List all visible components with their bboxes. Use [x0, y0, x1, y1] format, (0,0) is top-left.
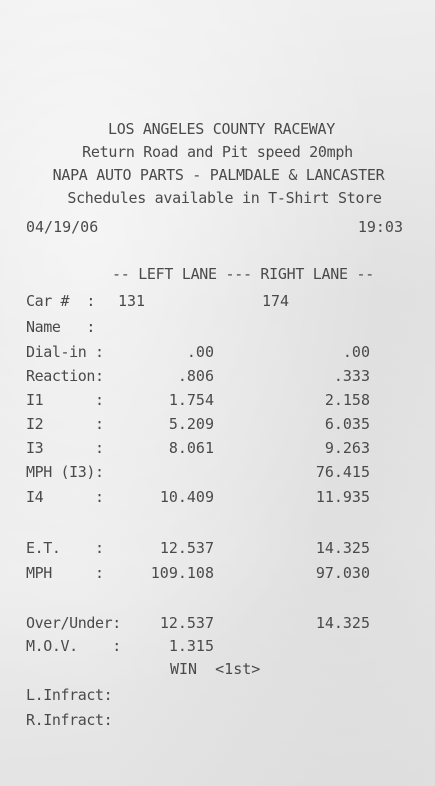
car-number-row [26, 292, 426, 314]
dial-in-row [26, 343, 426, 365]
row-label: Reaction: [26, 367, 104, 385]
name-row [26, 318, 426, 340]
race-time: 19:03 [357, 218, 403, 236]
race-date: 04/19/06 [26, 218, 99, 236]
row-label: Over/Under: [26, 614, 121, 632]
date-time-line [26, 218, 403, 242]
track-notice: Return Road and Pit speed 20mph [82, 143, 353, 161]
left-value: 10.409 [159, 488, 214, 506]
i3-row [26, 439, 426, 461]
sponsor-line: NAPA AUTO PARTS - PALMDALE & LANCASTER [52, 166, 385, 184]
row-label: R.Infract: [26, 711, 113, 729]
i4-row [26, 488, 426, 510]
track-name: LOS ANGELES COUNTY RACEWAY [107, 120, 335, 138]
row-label: I2 : [26, 415, 104, 433]
left-value: 12.537 [159, 539, 214, 557]
row-label: MPH : [26, 564, 104, 582]
row-label: Name : [26, 318, 96, 336]
left-value: 12.537 [159, 614, 214, 632]
mov-row [26, 637, 426, 659]
row-label: L.Infract: [26, 686, 113, 704]
left-infraction-row [26, 686, 426, 708]
left-value: 1.754 [168, 391, 214, 409]
win-indicator: WIN <1st> [170, 660, 261, 678]
right-value: 6.035 [324, 415, 370, 433]
left-value: 5.209 [168, 415, 214, 433]
mph-i3-row [26, 463, 426, 485]
over-under-row [26, 614, 426, 636]
right-value: 2.158 [324, 391, 370, 409]
left-car-number: 131 [118, 292, 146, 310]
mph-row [26, 564, 426, 586]
left-value: .00 [186, 343, 214, 361]
reaction-row [26, 367, 426, 389]
left-value: 8.061 [168, 439, 214, 457]
right-value: 14.325 [315, 539, 370, 557]
row-label: Car # : [26, 292, 96, 310]
right-value: .333 [333, 367, 370, 385]
right-infraction-row [26, 711, 426, 733]
schedule-note: Schedules available in T-Shirt Store [67, 189, 382, 207]
left-value: 109.108 [150, 564, 214, 582]
right-car-number: 174 [262, 292, 290, 310]
right-value: 9.263 [324, 439, 370, 457]
row-label: I1 : [26, 391, 104, 409]
row-label: I3 : [26, 439, 104, 457]
lane-headings: -- LEFT LANE --- RIGHT LANE -- [112, 265, 374, 283]
left-value: .806 [177, 367, 214, 385]
i1-row [26, 391, 426, 413]
left-value: 1.315 [168, 637, 214, 655]
right-value: 11.935 [315, 488, 370, 506]
i2-row [26, 415, 426, 437]
right-value: 97.030 [315, 564, 370, 582]
right-value: 76.415 [315, 463, 370, 481]
row-label: MPH (I3): [26, 463, 104, 481]
right-value: .00 [342, 343, 370, 361]
track-header [0, 118, 435, 210]
right-value: 14.325 [315, 614, 370, 632]
row-label: Dial-in : [26, 343, 104, 361]
row-label: I4 : [26, 488, 104, 506]
row-label: M.O.V. : [26, 637, 121, 655]
row-label: E.T. : [26, 539, 104, 557]
et-row [26, 539, 426, 561]
